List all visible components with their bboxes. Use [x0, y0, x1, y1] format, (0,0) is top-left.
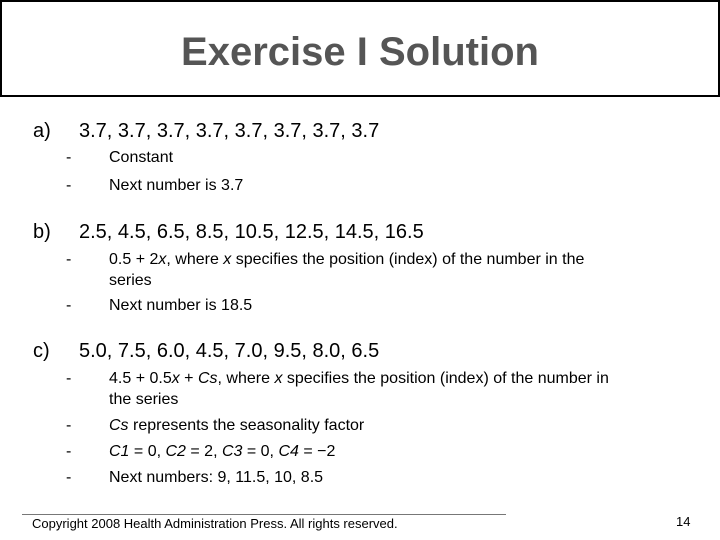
bullet-dash: - [66, 370, 72, 387]
bullet-dash: - [66, 297, 72, 314]
section-c-sequence: 5.0, 7.5, 6.0, 4.5, 7.0, 9.5, 8.0, 6.5 [79, 340, 380, 362]
section-b-label: b) [33, 221, 51, 243]
section-c-bullet-3: C1 = 0, C2 = 2, C3 = 0, C4 = −2 [109, 443, 336, 460]
copyright-footer: Copyright 2008 Health Administration Press. All rights reserved. [32, 516, 398, 531]
bullet-dash: - [66, 149, 72, 166]
section-a-bullet-2: Next number is 3.7 [109, 177, 244, 194]
page-number: 14 [676, 514, 691, 529]
section-c-bullet-1: 4.5 + 0.5x + Cs, where x specifies the position (index) of the number in [109, 370, 609, 387]
bullet-dash: - [66, 469, 72, 486]
bullet-dash: - [66, 443, 72, 460]
bullet-dash: - [66, 251, 72, 268]
section-c-label: c) [33, 340, 50, 362]
section-c-bullet-1-cont: the series [109, 391, 179, 408]
bullet-dash: - [66, 417, 72, 434]
section-b-bullet-1: 0.5 + 2x, where x specifies the position (index) of the number in the [109, 251, 585, 268]
section-a-sequence: 3.7, 3.7, 3.7, 3.7, 3.7, 3.7, 3.7, 3.7 [79, 120, 380, 142]
section-c-bullet-4: Next numbers: 9, 11.5, 10, 8.5 [109, 469, 324, 486]
section-b-sequence: 2.5, 4.5, 6.5, 8.5, 10.5, 12.5, 14.5, 16.5 [79, 221, 424, 243]
section-b-bullet-2: Next number is 18.5 [109, 297, 253, 314]
slide-title: Exercise I Solution [181, 30, 539, 74]
bullet-dash: - [66, 177, 72, 194]
footer-divider [22, 514, 506, 515]
section-a-bullet-1: Constant [109, 149, 174, 166]
title-box [0, 0, 720, 97]
section-c-bullet-2: Cs represents the seasonality factor [109, 417, 365, 434]
section-a-label: a) [33, 120, 51, 142]
section-b-bullet-1-cont: series [109, 272, 152, 289]
